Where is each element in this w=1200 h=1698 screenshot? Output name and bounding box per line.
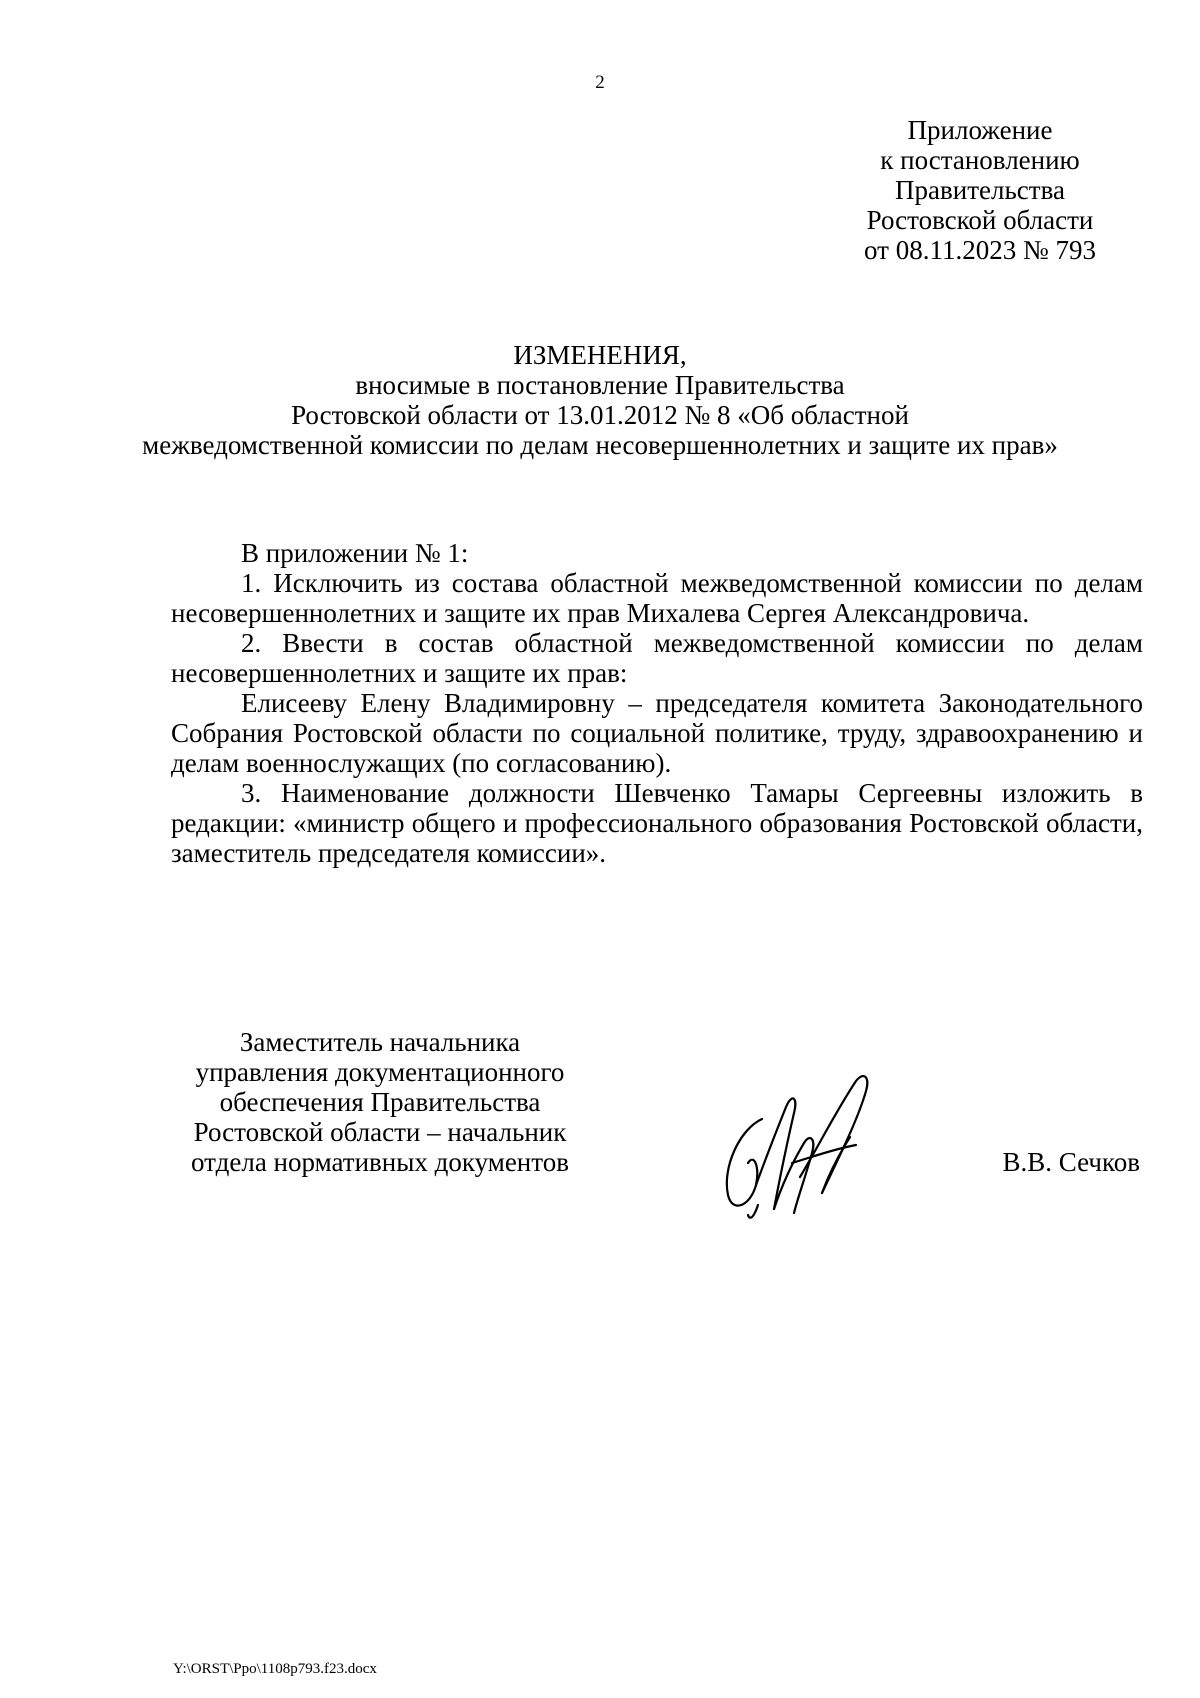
page-number: 2 [595,72,605,93]
appendix-line: Правительства [895,175,1065,205]
body-paragraph: 2. Ввести в состав областной межведомственной комиссии по делам несовершеннолетних и защите их прав: [171,628,1143,688]
appendix-line: Приложение [907,115,1053,145]
body-paragraph: 1. Исключить из состава областной межведомственной комиссии по делам несовершеннолетних и защите их прав Михалева Сергея Александровича. [171,568,1143,628]
document-body [171,538,1143,868]
title-line: Ростовской области от 13.01.2012 № 8 «Об областной [291,400,909,430]
title-line: вносимые в постановление Правительства [355,370,845,400]
title-line: межведомственной комиссии по делам несовершеннолетних и защите их прав» [142,430,1058,460]
signer-position-line: обеспечения Правительства [219,1087,541,1117]
signer-position [160,1027,600,1177]
appendix-line: Ростовской области [866,205,1094,235]
handwritten-signature [700,1067,910,1227]
document-title [120,340,1080,460]
body-paragraph: Елисееву Елену Владимировну – председателя комитета Законодательного Собрания Ростовской области по социальной политике, труду, здравоохранению и делам военнослужащих (по согласованию). [171,688,1143,778]
appendix-header [830,115,1130,265]
signer-position-line: Ростовской области – начальник [193,1117,567,1147]
appendix-line: к постановлению [880,145,1080,175]
signer-position-line: управления документационного [195,1057,565,1087]
signer-name: В.В. Сечков [1002,1147,1140,1177]
appendix-line: от 08.11.2023 № 793 [864,235,1096,265]
signature-block [160,1027,1160,1197]
signer-position-line: отдела нормативных документов [191,1147,569,1177]
title-heading: ИЗМЕНЕНИЯ, [513,340,687,370]
file-path-footer: Y:\ORST\Ppo\1108p793.f23.docx [173,1661,377,1677]
body-paragraph: 3. Наименование должности Шевченко Тамары Сергеевны изложить в редакции: «министр общего и профессионального образования Ростовской области, заместитель председателя комиссии». [171,778,1143,868]
body-paragraph: В приложении № 1: [241,538,469,568]
signer-position-line: Заместитель начальника [239,1027,521,1057]
